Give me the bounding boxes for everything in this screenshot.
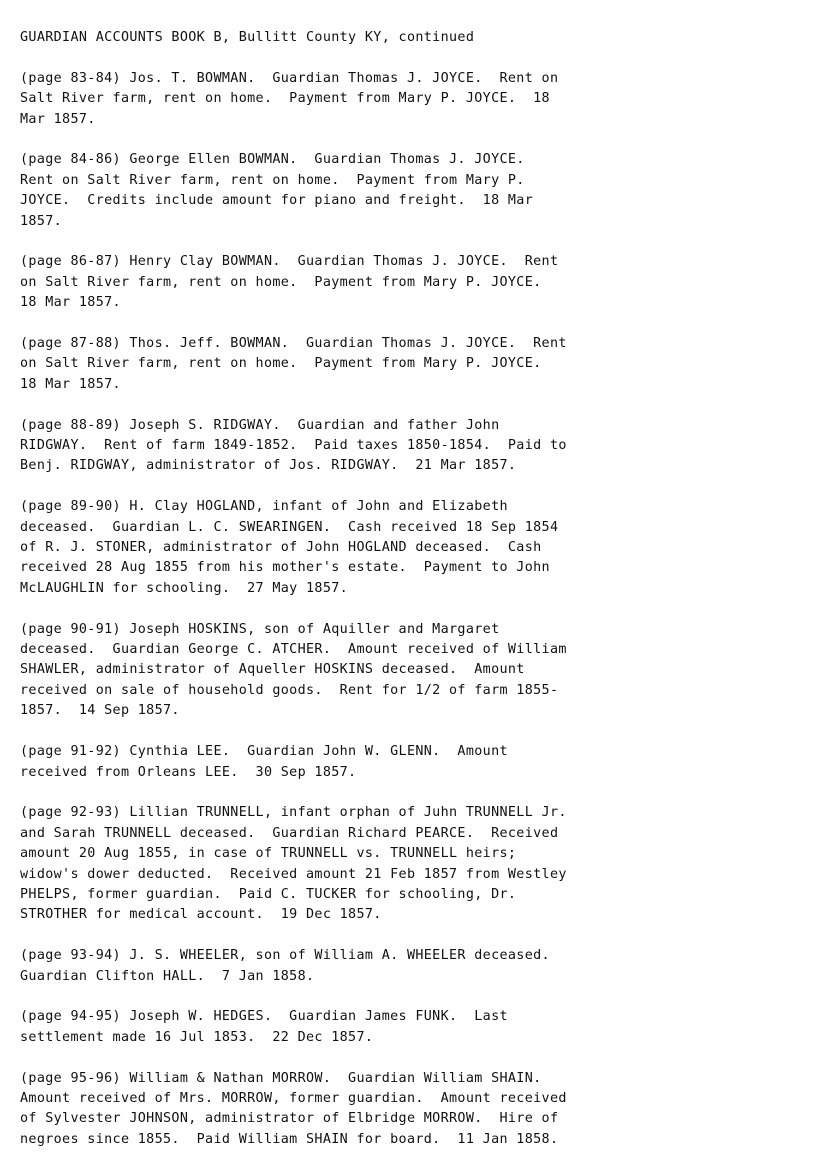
entry-paragraph (20, 334, 805, 395)
entry-list (20, 69, 805, 1150)
entry-line: 1857. (20, 213, 63, 229)
entry-line: (page 94-95) Joseph W. HEDGES. Guardian James FUNK. Last (20, 1009, 508, 1025)
entry-line: RIDGWAY. Rent of farm 1849-1852. Paid taxes 1850-1854. Paid to (20, 438, 567, 454)
entry-line: SHAWLER, administrator of Aqueller HOSKINS deceased. Amount (20, 662, 525, 678)
entry-line: PHELPS, former guardian. Paid C. TUCKER for schooling, Dr. (20, 886, 517, 902)
entry-line: 1857. 14 Sep 1857. (20, 703, 180, 719)
entry-paragraph (20, 620, 805, 722)
entry-line: of R. J. STONER, administrator of John HOGLAND deceased. Cash (20, 540, 542, 556)
document-title: GUARDIAN ACCOUNTS BOOK B, Bullitt County KY, continued (20, 30, 475, 45)
entry-line: Mar 1857. (20, 111, 96, 127)
entry-line: (page 84-86) George Ellen BOWMAN. Guardian Thomas J. JOYCE. (20, 152, 525, 168)
entry-paragraph (20, 497, 805, 599)
entry-paragraph (20, 1007, 805, 1048)
entry-line: (page 87-88) Thos. Jeff. BOWMAN. Guardian Thomas J. JOYCE. Rent (20, 336, 567, 352)
entry-paragraph (20, 946, 805, 987)
entry-line: deceased. Guardian L. C. SWEARINGEN. Cash received 18 Sep 1854 (20, 519, 559, 535)
entry-paragraph (20, 416, 805, 477)
entry-line: settlement made 16 Jul 1853. 22 Dec 1857. (20, 1029, 374, 1045)
entry-line: and Sarah TRUNNELL deceased. Guardian Richard PEARCE. Received (20, 825, 559, 841)
entry-line: (page 93-94) J. S. WHEELER, son of William A. WHEELER deceased. (20, 948, 550, 964)
entry-line: (page 89-90) H. Clay HOGLAND, infant of John and Elizabeth (20, 499, 508, 515)
entry-line: (page 92-93) Lillian TRUNNELL, infant orphan of Juhn TRUNNELL Jr. (20, 805, 567, 821)
entry-line: received from Orleans LEE. 30 Sep 1857. (20, 764, 357, 780)
entry-line: 18 Mar 1857. (20, 295, 121, 311)
entry-line: Amount received of Mrs. MORROW, former guardian. Amount received (20, 1090, 567, 1106)
entry-line: (page 86-87) Henry Clay BOWMAN. Guardian Thomas J. JOYCE. Rent (20, 254, 559, 270)
entry-paragraph (20, 69, 805, 130)
entry-line: widow's dower deducted. Received amount 21 Feb 1857 from Westley (20, 866, 567, 882)
entry-line: received on sale of household goods. Rent for 1/2 of farm 1855- (20, 682, 559, 698)
entry-line: (page 91-92) Cynthia LEE. Guardian John W. GLENN. Amount (20, 744, 508, 760)
entry-line: Salt River farm, rent on home. Payment from Mary P. JOYCE. 18 (20, 91, 550, 107)
entry-line: McLAUGHLIN for schooling. 27 May 1857. (20, 580, 349, 596)
entry-line: on Salt River farm, rent on home. Payment from Mary P. JOYCE. (20, 274, 542, 290)
entry-paragraph (20, 803, 805, 925)
entry-line: deceased. Guardian George C. ATCHER. Amount received of William (20, 642, 567, 658)
entry-line: negroes since 1855. Paid William SHAIN for board. 11 Jan 1858. (20, 1131, 559, 1147)
entry-line: 18 Mar 1857. (20, 376, 121, 392)
entry-paragraph (20, 742, 805, 783)
entry-line: (page 83-84) Jos. T. BOWMAN. Guardian Thomas J. JOYCE. Rent on (20, 70, 559, 86)
entry-paragraph (20, 150, 805, 232)
entry-line: JOYCE. Credits include amount for piano and freight. 18 Mar (20, 193, 534, 209)
entry-line: on Salt River farm, rent on home. Payment from Mary P. JOYCE. (20, 356, 542, 372)
entry-line: amount 20 Aug 1855, in case of TRUNNELL vs. TRUNNELL heirs; (20, 846, 517, 862)
entry-line: Rent on Salt River farm, rent on home. Payment from Mary P. (20, 172, 525, 188)
entry-paragraph (20, 1069, 805, 1151)
entry-line: of Sylvester JOHNSON, administrator of Elbridge MORROW. Hire of (20, 1111, 559, 1127)
document-page (20, 28, 805, 1171)
entry-paragraph (20, 252, 805, 313)
entry-line: Benj. RIDGWAY, administrator of Jos. RIDGWAY. 21 Mar 1857. (20, 458, 517, 474)
entry-line: received 28 Aug 1855 from his mother's estate. Payment to John (20, 560, 550, 576)
entry-line: (page 90-91) Joseph HOSKINS, son of Aquiller and Margaret (20, 621, 500, 637)
entry-line: STROTHER for medical account. 19 Dec 1857. (20, 907, 382, 923)
entry-line: Guardian Clifton HALL. 7 Jan 1858. (20, 968, 315, 984)
entry-line: (page 88-89) Joseph S. RIDGWAY. Guardian and father John (20, 417, 500, 433)
entry-line: (page 95-96) William & Nathan MORROW. Guardian William SHAIN. (20, 1070, 542, 1086)
